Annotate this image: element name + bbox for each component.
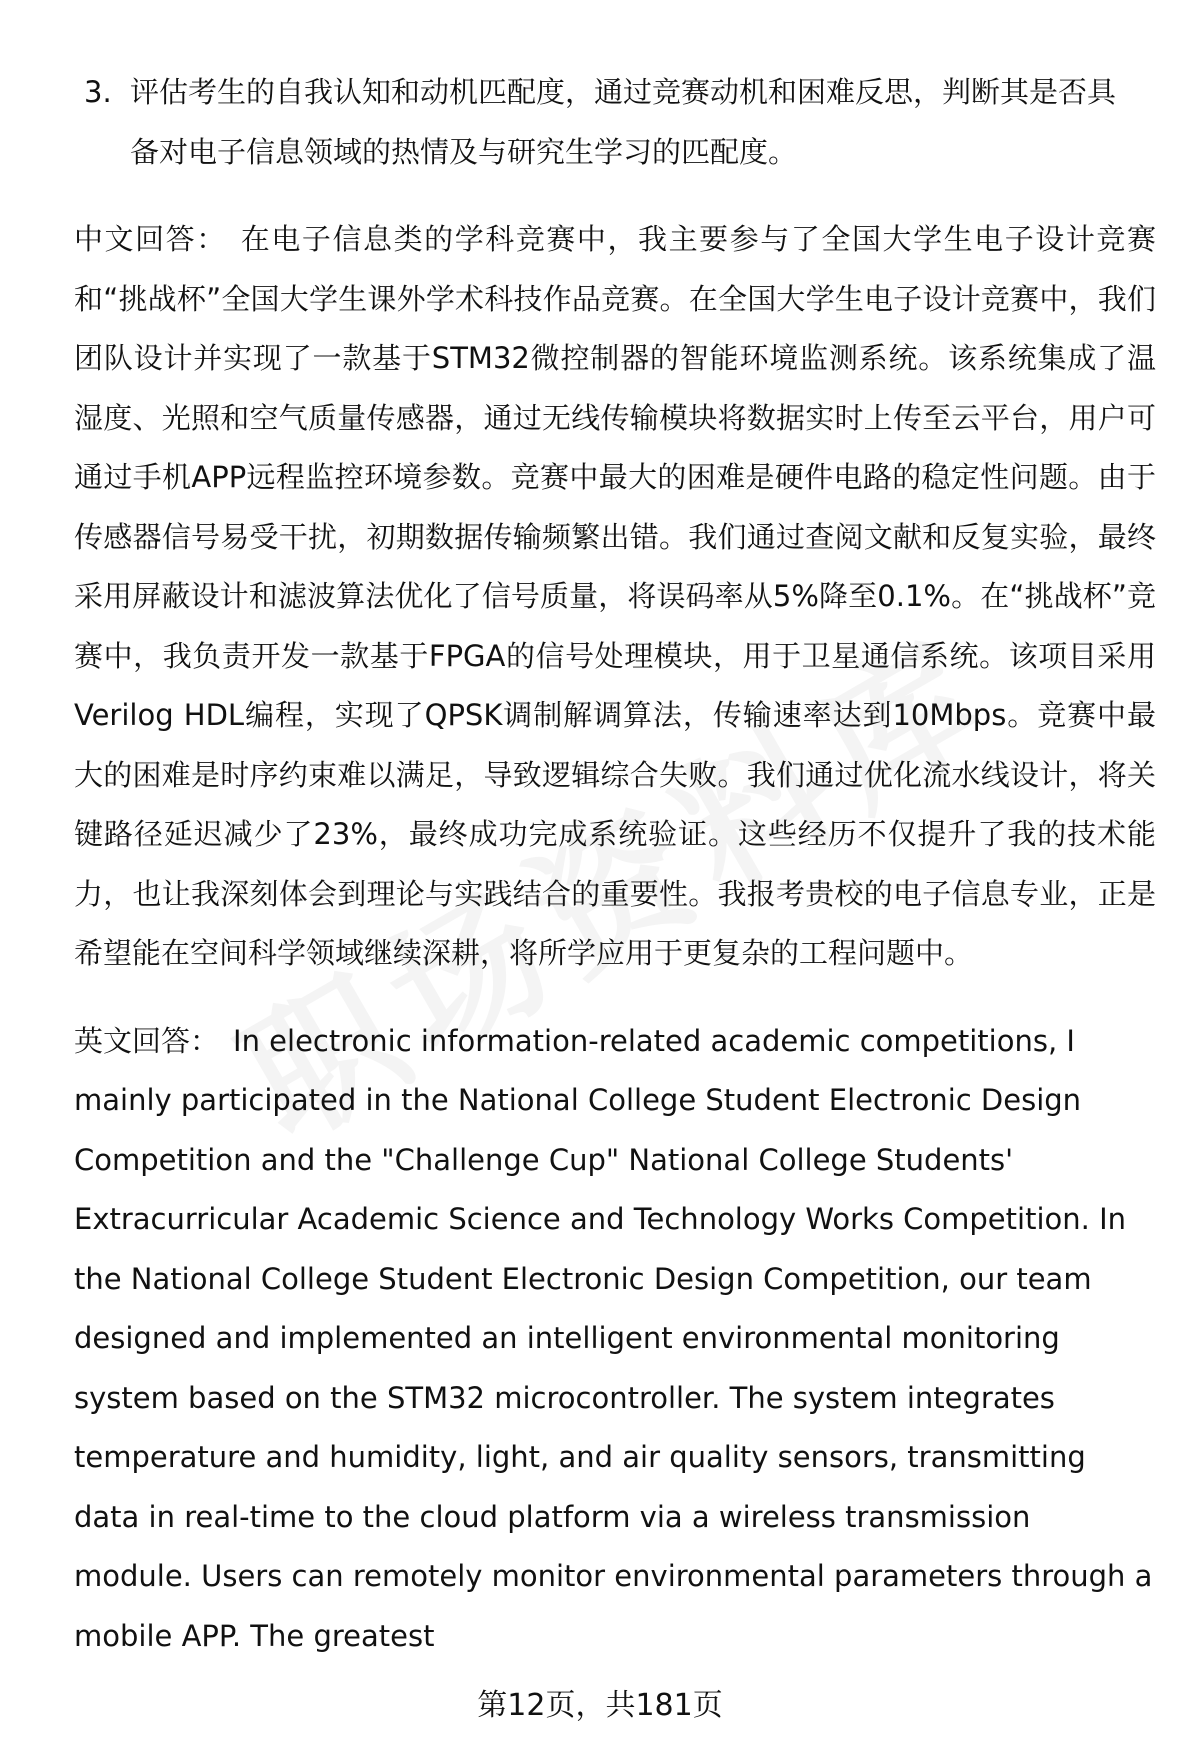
chinese-answer-label: 中文回答：: [74, 222, 227, 256]
list-item-text: 评估考生的自我认知和动机匹配度，通过竞赛动机和困难反思，判断其是否具备对电子信息领域的热情及与研究生学习的匹配度。: [130, 75, 1117, 169]
page-content: [74, 62, 1156, 1666]
list-item-number: 3.: [84, 75, 112, 109]
english-answer-label: 英文回答：: [74, 1023, 220, 1058]
english-answer-paragraph: [74, 1012, 1156, 1667]
chinese-answer-text: 在电子信息类的学科竞赛中，我主要参与了全国大学生电子设计竞赛和“挑战杯”全国大学生课外学术科技作品竞赛。在全国大学生电子设计竞赛中，我们团队设计并实现了一款基于STM32微控制器的智能环境监测系统。该系统集成了温湿度、光照和空气质量传感器，通过无线传输模块将数据实时上传至云平台，用户可通过手机APP远程监控环境参数。竞赛中最大的困难是硬件电路的稳定性问题。由于传感器信号易受干扰，初期数据传输频繁出错。我们通过查阅文献和反复实验，最终采用屏蔽设计和滤波算法优化了信号质量，将误码率从5%降至0.1%。在“挑战杯”竞赛中，我负责开发一款基于FPGA的信号处理模块，用于卫星通信系统。该项目采用Verilog HDL编程，实现了QPSK调制解调算法，传输速率达到10Mbps。竞赛中最大的困难是时序约束难以满足，导致逻辑综合失败。我们通过优化流水线设计，将关键路径延迟减少了23%，最终成功完成系统验证。这些经历不仅提升了我的技术能力，也让我深刻体会到理论与实践结合的重要性。我报考贵校的电子信息专业，正是希望能在空间科学领域继续深耕，将所学应用于更复杂的工程问题中。: [74, 222, 1156, 970]
english-answer-text: In electronic information-related academic competitions, I mainly participated in the National College Student Electronic Design Competition and the "Challenge Cup" National College Students' Extracurricular Academic Science and Technology Works Competition. In the National College Student Electronic Design Competition, our team designed and implemented an intelligent environmental monitoring system based on the STM32 microcontroller. The system integrates temperature and humidity, light, and air quality sensors, transmitting data in real-time to the cloud platform via a wireless transmission module. Users can remotely monitor environmental parameters through a mobile APP. The greatest: [74, 1023, 1153, 1653]
chinese-answer-paragraph: [74, 210, 1156, 984]
list-item-3: [74, 62, 1140, 182]
page-number-footer: 第12页，共181页: [477, 1688, 723, 1723]
